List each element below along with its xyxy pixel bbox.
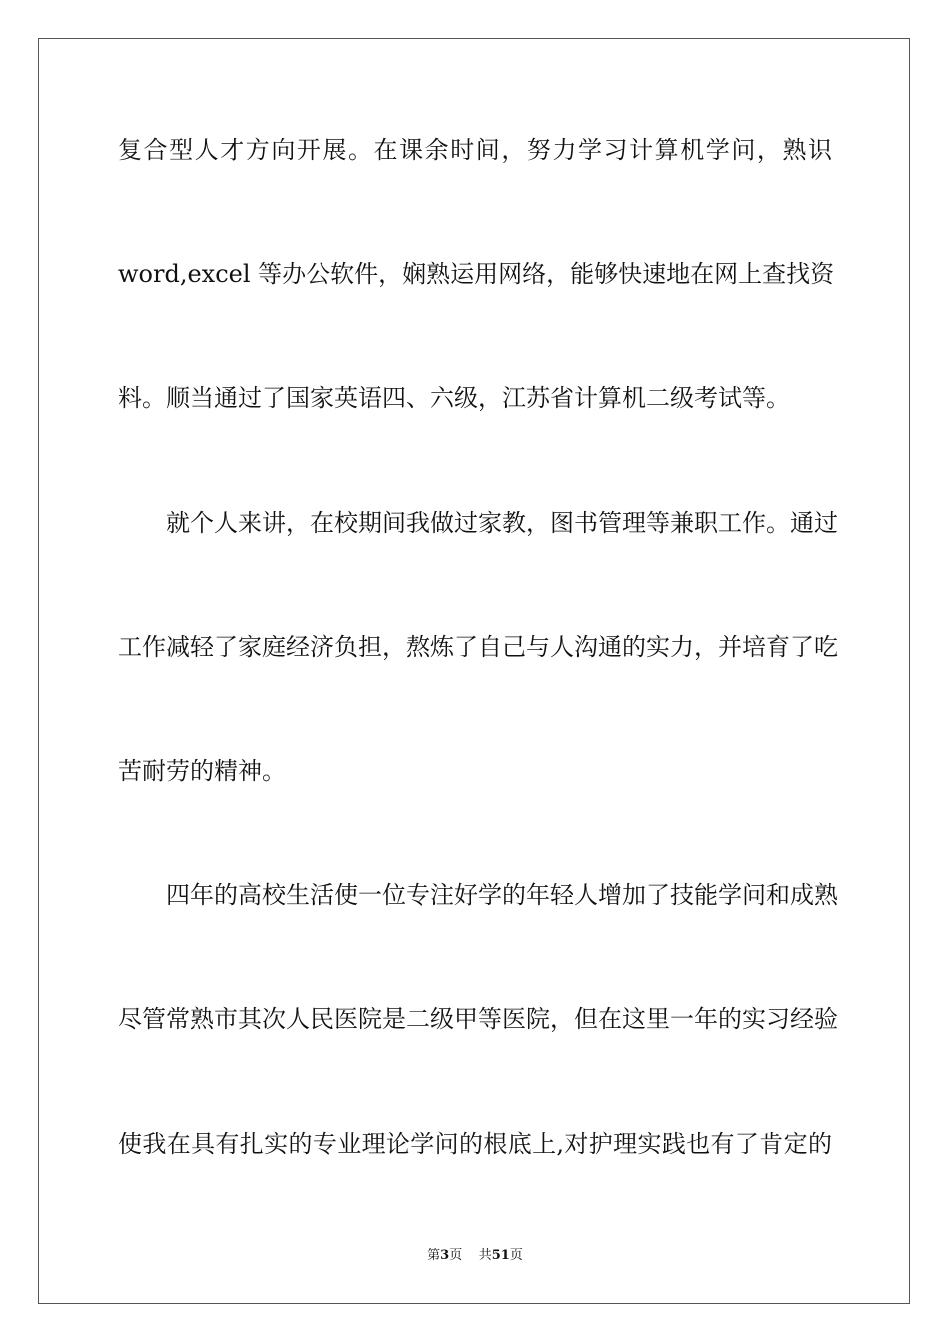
paragraph-line-1: 复合型人才方向开展。在课余时间，努力学习计算机学问，熟识 — [118, 136, 832, 164]
page-footer — [0, 1248, 950, 1264]
total-pages-number: 51 — [491, 1248, 510, 1263]
paragraph-line-8: 尽管常熟市其次人民医院是二级甲等医院，但在这里一年的实习经验 — [118, 1005, 838, 1033]
paragraph-line-5: 工作减轻了家庭经济负担，熬炼了自己与人沟通的实力，并培育了吃 — [118, 633, 838, 661]
paragraph-line-2: word,excel 等办公软件，娴熟运用网络，能够快速地在网上查找资 — [118, 260, 835, 288]
page-border — [38, 38, 910, 1304]
paragraph-line-3: 料。顺当通过了国家英语四、六级，江苏省计算机二级考试等。 — [118, 384, 790, 412]
total-prefix: 共 — [478, 1248, 492, 1263]
paragraph-line-9: 使我在具有扎实的专业理论学问的根底上,对护理实践也有了肯定的 — [118, 1130, 832, 1158]
paragraph-line-6: 苦耐劳的精神。 — [118, 757, 286, 785]
paragraph-line-4: 就个人来讲，在校期间我做过家教，图书管理等兼职工作。通过 — [166, 509, 838, 537]
page-prefix: 第 — [427, 1248, 441, 1263]
current-page-number: 3 — [440, 1248, 450, 1263]
total-suffix: 页 — [509, 1248, 523, 1263]
paragraph-line-7: 四年的高校生活使一位专注好学的年轻人增加了技能学问和成熟 — [166, 881, 838, 909]
page-suffix: 页 — [449, 1248, 463, 1263]
